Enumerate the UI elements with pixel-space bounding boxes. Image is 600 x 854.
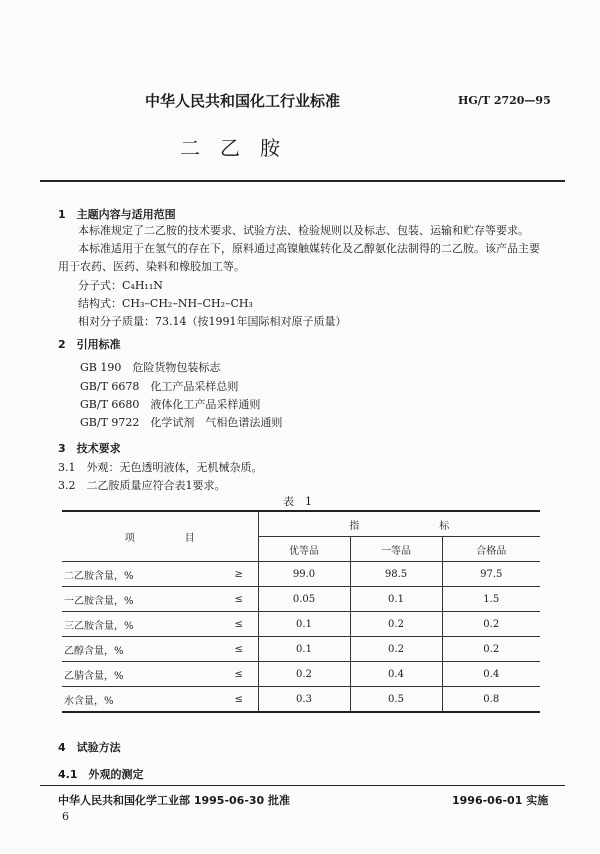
comparison-operator: ≤ (220, 587, 258, 612)
standard-code: HG/T 2720—95 (458, 94, 551, 107)
table-caption: 表 1 (283, 495, 312, 508)
grade-header: 合格品 (442, 537, 540, 562)
specification-table (62, 510, 540, 713)
table-row (62, 637, 540, 662)
value-cell: 0.2 (350, 637, 442, 662)
table-row (62, 612, 540, 637)
item-name: 乙醇含量，% (62, 637, 220, 662)
header-rule (40, 180, 565, 182)
value-cell: 0.3 (258, 687, 350, 713)
value-cell: 0.1 (258, 612, 350, 637)
molecular-mass: 相对分子质量：73.14（按1991年国际相对原子质量） (78, 315, 347, 328)
document-title: 二 乙 胺 (180, 136, 280, 160)
value-cell: 0.2 (350, 612, 442, 637)
grade-header: 一等品 (350, 537, 442, 562)
value-cell: 0.2 (442, 612, 540, 637)
reference-item: GB/T 9722 化学试剂 气相色谱法通则 (80, 416, 283, 429)
value-cell: 0.2 (442, 637, 540, 662)
paragraph: 用于农药、医药、染料和橡胶加工等。 (58, 260, 245, 273)
value-cell: 0.5 (350, 687, 442, 713)
item-name: 水含量，% (62, 687, 220, 713)
grade-header: 优等品 (258, 537, 350, 562)
effective-date: 1996-06-01 实施 (452, 794, 549, 807)
item-name: 一乙胺含量，% (62, 587, 220, 612)
value-cell: 99.0 (258, 562, 350, 587)
page-number: 6 (62, 810, 69, 823)
item-name: 二乙胺含量，% (62, 562, 220, 587)
value-cell: 97.5 (442, 562, 540, 587)
paragraph: 本标准规定了二乙胺的技术要求、试验方法、检验规则以及标志、包装、运输和贮存等要求。 (78, 224, 529, 237)
index-header: 指 标 (258, 511, 540, 537)
comparison-operator: ≤ (220, 612, 258, 637)
value-cell: 0.4 (442, 662, 540, 687)
value-cell: 1.5 (442, 587, 540, 612)
issuing-org: 中华人民共和国化工行业标准 (145, 92, 341, 110)
structural-formula: 结构式：CH₃–CH₂–NH–CH₂–CH₃ (78, 297, 253, 310)
comparison-operator: ≥ (220, 562, 258, 587)
value-cell: 0.1 (350, 587, 442, 612)
reference-item: GB/T 6678 化工产品采样总则 (80, 380, 239, 393)
section-4-1-heading: 4.1 外观的测定 (58, 768, 144, 781)
section-4-heading: 4 试验方法 (58, 741, 121, 754)
comparison-operator: ≤ (220, 687, 258, 713)
table-row (62, 662, 540, 687)
reference-item: GB 190 危险货物包装标志 (80, 361, 221, 374)
comparison-operator: ≤ (220, 662, 258, 687)
item-name: 三乙胺含量，% (62, 612, 220, 637)
section-3-heading: 3 技术要求 (58, 442, 121, 455)
section-1-heading: 1 主题内容与适用范围 (58, 208, 176, 221)
comparison-operator: ≤ (220, 637, 258, 662)
table-row (62, 562, 540, 587)
approval-text: 中华人民共和国化学工业部 1995-06-30 批准 (58, 794, 291, 807)
item-header: 项 目 (62, 511, 258, 562)
value-cell: 0.05 (258, 587, 350, 612)
paragraph: 本标准适用于在氢气的存在下，原料通过高镍触媒转化及乙醇氨化法制得的二乙胺。该产品主要 (78, 242, 540, 255)
molecular-formula: 分子式：C₄H₁₁N (78, 279, 163, 292)
section-2-heading: 2 引用标准 (58, 338, 121, 351)
value-cell: 0.1 (258, 637, 350, 662)
paragraph: 3.2 二乙胺质量应符合表1要求。 (58, 479, 226, 492)
table-row (62, 687, 540, 713)
value-cell: 98.5 (350, 562, 442, 587)
value-cell: 0.8 (442, 687, 540, 713)
value-cell: 0.4 (350, 662, 442, 687)
paragraph: 3.1 外观：无色透明液体，无机械杂质。 (58, 461, 263, 474)
footer-rule (40, 785, 565, 786)
value-cell: 0.2 (258, 662, 350, 687)
table-row (62, 587, 540, 612)
reference-item: GB/T 6680 液体化工产品采样通则 (80, 398, 261, 411)
item-name: 乙腈含量，% (62, 662, 220, 687)
